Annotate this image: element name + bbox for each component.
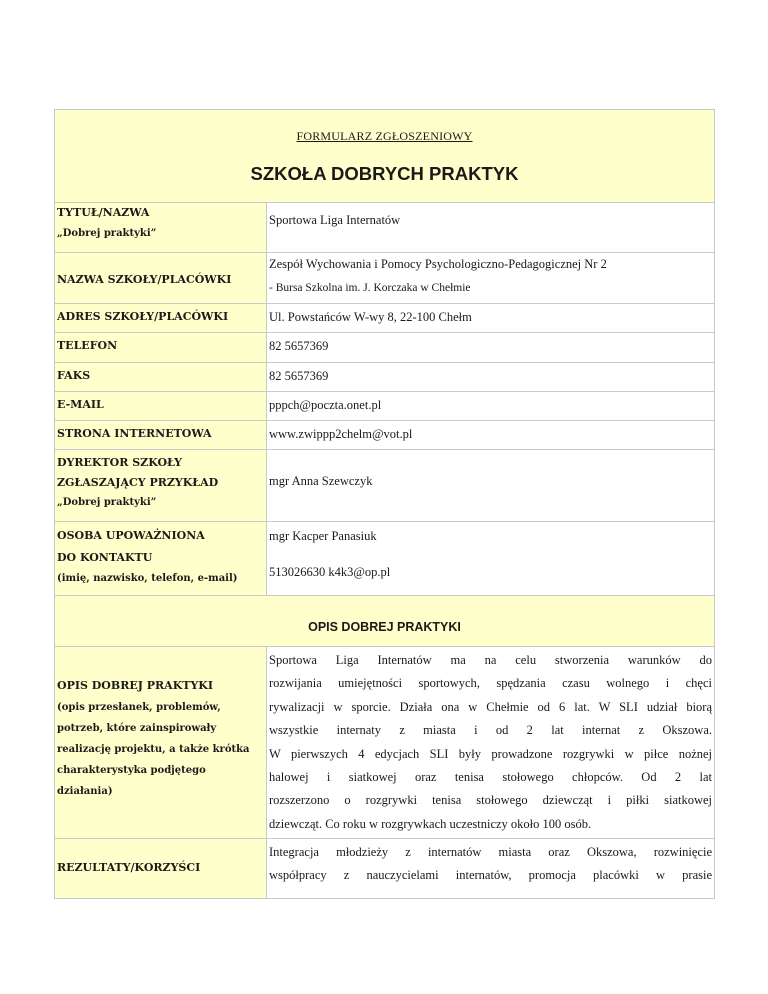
contact-person-value: mgr Kacper Panasiuk 513026630 k4k3@op.pl <box>267 522 715 596</box>
description-label: OPIS DOBREJ PRAKTYKI (opis przesłanek, problemów, potrzeb, które zainspirowały realizację projektu, a także krótka charakterystyka podjętego działania) <box>55 647 267 839</box>
description-paragraph: Sportowa Liga Internatów ma na celu stworzenia warunków do rozwijania umiejętności sportowych, spędzania czasu wolnego i chęci rywalizacji w sporcie. Działa ona w Chełmie od 6 lat. W SLI udział biorą wszystkie internaty z miasta i od 2 lat internat z Okszowa. W pierwszych 4 edycjach SLI były prowadzone rozgrywki w piłce nożnej halowej i siatkowej oraz tenisa stołowego chłopców. Od 2 lat rozszerzono o rozgrywki tenisa stołowego dziewcząt i piłki siatkowej dziewcząt. Co roku w rozgrywkach uczestniczy około 100 osób. <box>269 653 713 831</box>
results-paragraph: Integracja młodzieży z internatów miasta oraz Okszowa, rozwinięcie współpracy z nauczycielami internatów, promocja placówki w prasie <box>269 845 713 883</box>
website-value: www.zwippp2chelm@vot.pl <box>267 421 715 450</box>
school-name-value: Zespół Wychowania i Pomocy Psychologiczno-Pedagogicznej Nr 2 - Bursa Szkolna im. J. Korczaka w Chełmie <box>267 253 715 304</box>
section-header <box>55 596 715 647</box>
director-value: mgr Anna Szewczyk <box>267 450 715 522</box>
form-subtitle: FORMULARZ ZGŁOSZENIOWY <box>296 129 473 143</box>
application-form <box>54 109 715 899</box>
title-label: TYTUŁ/NAZWA „Dobrej praktyki” <box>55 203 267 253</box>
address-label: ADRES SZKOŁY/PLACÓWKI <box>55 304 267 333</box>
email-value: pppch@poczta.onet.pl <box>267 392 715 421</box>
phone-value: 82 5657369 <box>267 333 715 363</box>
email-label: E-MAIL <box>55 392 267 421</box>
section-title: OPIS DOBREJ PRAKTYKI <box>308 620 461 634</box>
website-label: STRONA INTERNETOWA <box>55 421 267 450</box>
results-value <box>267 839 715 899</box>
description-value <box>267 647 715 839</box>
director-label: DYREKTOR SZKOŁY ZGŁASZAJĄCY PRZYKŁAD „Dobrej praktyki” <box>55 450 267 522</box>
fax-value: 82 5657369 <box>267 363 715 392</box>
form-header <box>55 110 715 203</box>
fax-label: FAKS <box>55 363 267 392</box>
title-value: Sportowa Liga Internatów <box>267 203 715 253</box>
form-title: SZKOŁA DOBRYCH PRAKTYK <box>250 163 519 184</box>
address-value: Ul. Powstańców W-wy 8, 22-100 Chełm <box>267 304 715 333</box>
phone-label: TELEFON <box>55 333 267 363</box>
results-label: REZULTATY/KORZYŚCI <box>55 839 267 899</box>
school-name-label: NAZWA SZKOŁY/PLACÓWKI <box>55 253 267 304</box>
contact-person-label: OSOBA UPOWAŻNIONA DO KONTAKTU (imię, nazwisko, telefon, e-mail) <box>55 522 267 596</box>
